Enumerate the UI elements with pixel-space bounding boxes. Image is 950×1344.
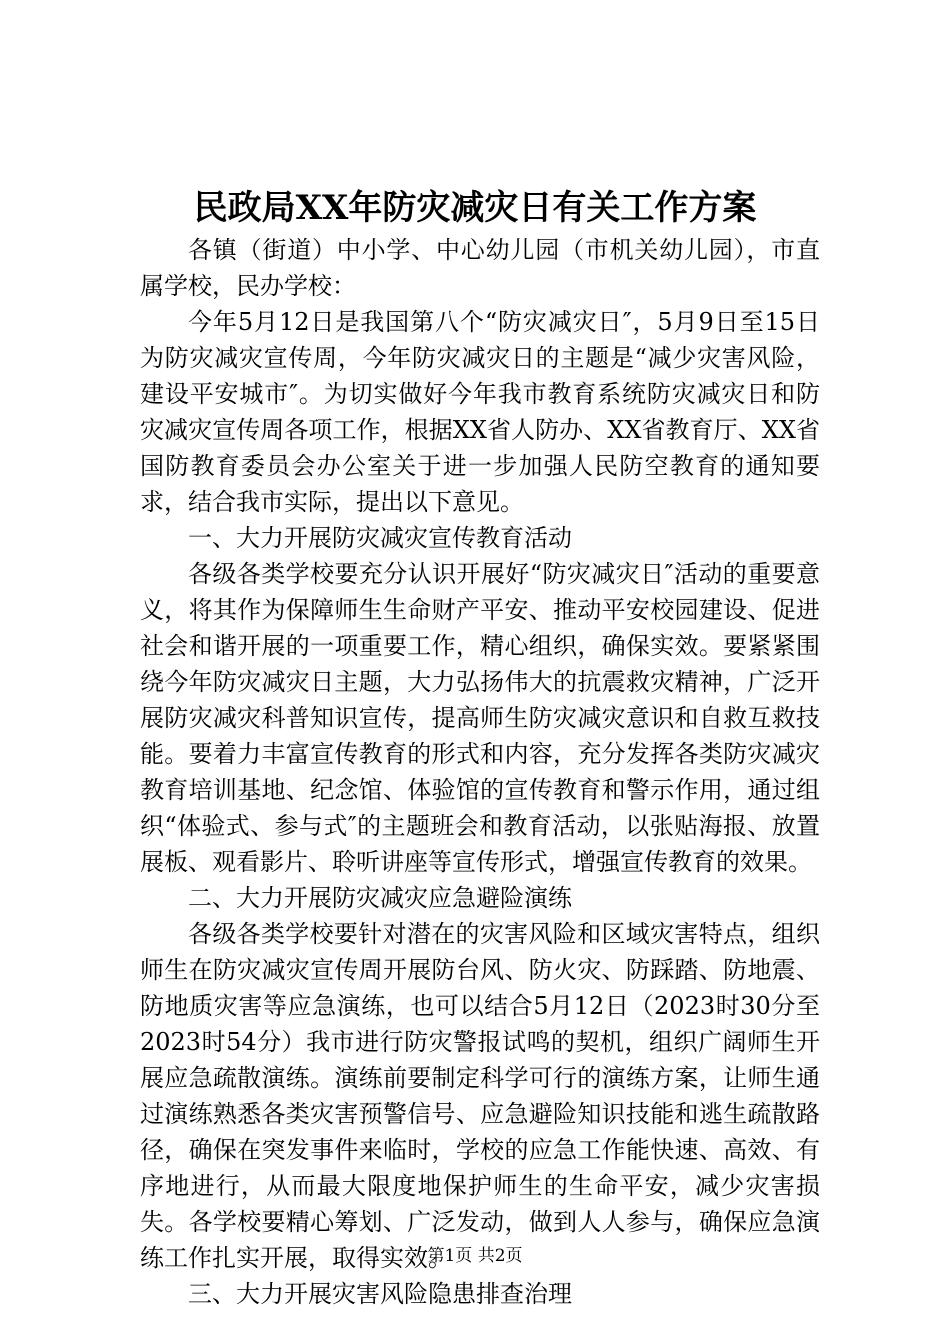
paragraph-section-2: 各级各类学校要针对潜在的灾害风险和区域灾害特点，组织师生在防灾减灾宣传周开展防台风、防火灾、防踩踏、防地震、防地质灾害等应急演练，也可以结合5月12日（2023时30分至2023时54分）我市进行防灾警报试鸣的契机，组织广阔师生开展应急疏散演练。演练前要制定科学可行的演练方案，让师生通过演练熟悉各类灾害预警信号、应急避险知识技能和逃生疏散路径，确保在突发事件来临时，学校的应急工作能快速、高效、有序地进行，从而最大限度地保护师生的生命平安，减少灾害损失。各学校要精心筹划、广泛发动，做到人人参与，确保应急演练工作扎实开展，取得实效。 — [140, 920, 820, 1272]
document-title: 民政局XX年防灾减灾日有关工作方案 — [193, 188, 757, 228]
paragraph-addressees: 各镇（街道）中小学、中心幼儿园（市机关幼儿园），市直属学校，民办学校： — [140, 236, 820, 300]
section-heading-2: 二、大力开展防灾减灾应急避险演练 — [188, 884, 572, 912]
page-number-footer: 第1页 共2页 — [427, 1246, 523, 1266]
paragraph-intro: 今年5月12日是我国第八个“防灾减灾日″，5月9日至15日为防灾减灾宣传周，今年防灾减灾日的主题是“减少灾害风险，建设平安城市″。为切实做好今年我市教育系统防灾减灾日和防灾减灾宣传周各项工作，根据XX省人防办、XX省教育厅、XX省国防教育委员会办公室关于进一步加强人民防空教育的通知要求，结合我市实际，提出以下意见。 — [140, 308, 820, 516]
paragraph-section-1: 各级各类学校要充分认识开展好“防灾减灾日″活动的重要意义，将其作为保障师生生命财产平安、推动平安校园建设、促进社会和谐开展的一项重要工作，精心组织，确保实效。要紧紧围绕今年防灾减灾日主题，大力弘扬伟大的抗震救灾精神，广泛开展防灾减灾科普知识宣传，提高师生防灾减灾意识和自救互救技能。要着力丰富宣传教育的形式和内容，充分发挥各类防灾减灾教育培训基地、纪念馆、体验馆的宣传教育和警示作用，通过组织“体验式、参与式″的主题班会和教育活动，以张贴海报、放置展板、观看影片、聆听讲座等宣传形式，增强宣传教育的效果。 — [140, 560, 820, 876]
section-heading-3: 三、大力开展灾害风险隐患排查治理 — [188, 1280, 572, 1308]
document-body — [140, 232, 820, 1312]
section-heading-1: 一、大力开展防灾减灾宣传教育活动 — [188, 524, 572, 552]
